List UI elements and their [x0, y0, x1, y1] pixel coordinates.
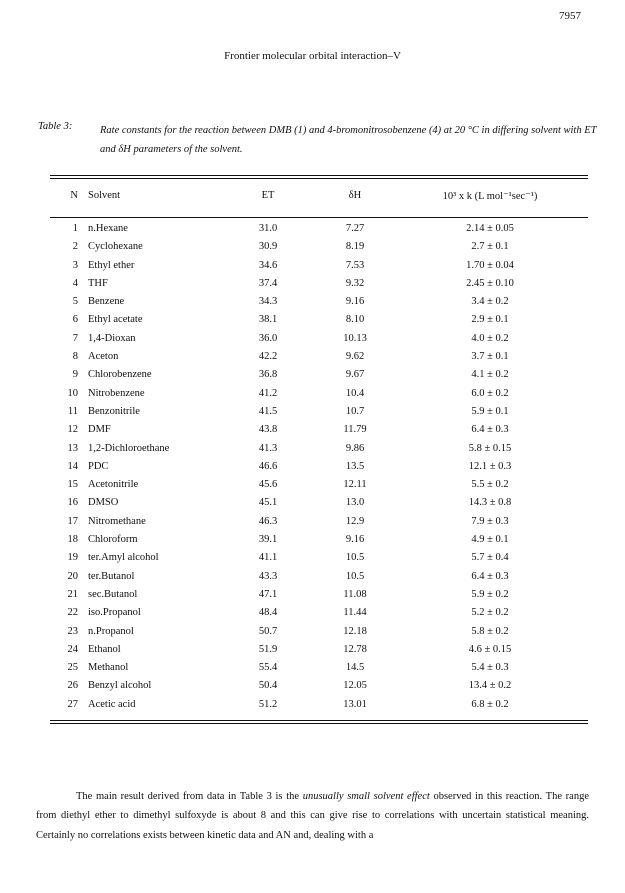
- et-value: 47.1: [258, 588, 278, 600]
- table-row: [50, 424, 588, 442]
- rate-constant-value: 2.7 ± 0.1: [471, 241, 509, 253]
- row-number: 8: [72, 351, 78, 363]
- table-row: [50, 333, 588, 351]
- row-number: 10: [67, 387, 78, 399]
- row-number: 24: [67, 643, 78, 655]
- table-row: [50, 461, 588, 479]
- rate-constant-value: 5.2 ± 0.2: [471, 607, 509, 619]
- et-value: 36.8: [258, 369, 278, 381]
- et-value: 51.2: [258, 698, 278, 710]
- body-paragraph: [36, 787, 589, 846]
- rate-constant-value: 12.1 ± 0.3: [468, 460, 512, 472]
- row-number: 12: [67, 424, 78, 436]
- rate-constant-value: 3.7 ± 0.1: [471, 351, 509, 363]
- caption-label: Table 3:: [38, 121, 73, 132]
- row-number: 17: [67, 515, 78, 527]
- solvent-name: n.Propanol: [88, 625, 134, 637]
- solvent-name: PDC: [88, 460, 109, 472]
- header-rate-constant: 10³ x k (L mol⁻¹sec⁻¹): [442, 191, 538, 202]
- table-row: [50, 571, 588, 589]
- delta-h-value: 12.11: [343, 479, 367, 491]
- table-row: [50, 241, 588, 259]
- et-value: 41.5: [258, 405, 278, 417]
- table-bottom-rule: [50, 720, 588, 724]
- table-row: [50, 260, 588, 278]
- row-number: 9: [72, 369, 78, 381]
- et-value: 45.1: [258, 497, 278, 509]
- et-value: 46.6: [258, 460, 278, 472]
- solvent-name: 1,4-Dioxan: [88, 332, 136, 344]
- table-row: [50, 552, 588, 570]
- solvent-name: ter.Butanol: [88, 570, 135, 582]
- solvent-name: Cyclohexane: [88, 241, 143, 253]
- et-value: 50.4: [258, 680, 278, 692]
- table-row: [50, 662, 588, 680]
- row-number: 4: [72, 277, 78, 289]
- et-value: 48.4: [258, 607, 278, 619]
- table-row: [50, 497, 588, 515]
- et-value: 41.2: [258, 387, 278, 399]
- solvent-name: DMF: [88, 424, 111, 436]
- et-value: 43.3: [258, 570, 278, 582]
- delta-h-value: 14.5: [345, 662, 365, 674]
- row-number: 15: [67, 479, 78, 491]
- et-value: 30.9: [258, 241, 278, 253]
- solvent-name: Aceton: [88, 351, 119, 363]
- et-value: 39.1: [258, 534, 278, 546]
- et-value: 34.6: [258, 259, 278, 271]
- solvent-name: Ethyl acetate: [88, 314, 143, 326]
- et-value: 46.3: [258, 515, 278, 527]
- solvent-name: 1,2-Dichloroethane: [88, 442, 170, 454]
- table-header-row: [50, 179, 588, 217]
- delta-h-value: 8.10: [345, 314, 365, 326]
- table-row: [50, 388, 588, 406]
- solvent-name: DMSO: [88, 497, 119, 509]
- solvent-name: Acetonitrile: [88, 479, 139, 491]
- table-row: [50, 680, 588, 698]
- table-row: [50, 644, 588, 662]
- solvent-name: iso.Propanol: [88, 607, 141, 619]
- delta-h-value: 12.78: [343, 643, 367, 655]
- solvent-rate-table: [50, 175, 588, 724]
- rate-constant-value: 4.1 ± 0.2: [471, 369, 509, 381]
- row-number: 18: [67, 534, 78, 546]
- delta-h-value: 9.86: [345, 442, 365, 454]
- et-value: 38.1: [258, 314, 278, 326]
- delta-h-value: 8.19: [345, 241, 365, 253]
- row-number: 23: [67, 625, 78, 637]
- et-value: 36.0: [258, 332, 278, 344]
- table-row: [50, 589, 588, 607]
- header-solvent: Solvent: [88, 190, 121, 201]
- rate-constant-value: 2.9 ± 0.1: [471, 314, 509, 326]
- table-row: [50, 314, 588, 332]
- delta-h-value: 9.67: [345, 369, 365, 381]
- delta-h-value: 11.44: [343, 607, 367, 619]
- row-number: 3: [72, 259, 78, 271]
- header-n: N: [70, 190, 78, 201]
- solvent-name: ter.Amyl alcohol: [88, 552, 159, 564]
- et-value: 42.2: [258, 351, 278, 363]
- table-row: [50, 607, 588, 625]
- solvent-name: Methanol: [88, 662, 129, 674]
- table-body: [50, 218, 588, 720]
- rate-constant-value: 5.8 ± 0.15: [468, 442, 512, 454]
- et-value: 45.6: [258, 479, 278, 491]
- et-value: 51.9: [258, 643, 278, 655]
- delta-h-value: 10.7: [345, 405, 365, 417]
- et-value: 41.1: [258, 552, 278, 564]
- table-row: [50, 534, 588, 552]
- delta-h-value: 13.01: [343, 698, 367, 710]
- solvent-name: Ethanol: [88, 643, 121, 655]
- rate-constant-value: 4.9 ± 0.1: [471, 534, 509, 546]
- running-header: Frontier molecular orbital interaction–V: [224, 50, 401, 62]
- row-number: 27: [67, 698, 78, 710]
- et-value: 37.4: [258, 277, 278, 289]
- delta-h-value: 7.27: [345, 223, 365, 234]
- delta-h-value: 12.9: [345, 515, 365, 527]
- table-row: [50, 626, 588, 644]
- row-number: 21: [67, 588, 78, 600]
- rate-constant-value: 6.0 ± 0.2: [471, 387, 509, 399]
- row-number: 13: [67, 442, 78, 454]
- row-number: 5: [72, 296, 78, 308]
- table-row: [50, 278, 588, 296]
- solvent-name: Ethyl ether: [88, 259, 135, 271]
- solvent-name: sec.Butanol: [88, 588, 138, 600]
- delta-h-value: 12.05: [343, 680, 367, 692]
- body-text-before: The main result derived from data in Table 3 is the: [76, 790, 303, 802]
- rate-constant-value: 6.4 ± 0.3: [471, 424, 509, 436]
- table-row: [50, 479, 588, 497]
- et-value: 50.7: [258, 625, 278, 637]
- row-number: 11: [67, 405, 78, 417]
- table-row: [50, 223, 588, 241]
- delta-h-value: 10.4: [345, 387, 365, 399]
- row-number: 26: [67, 680, 78, 692]
- solvent-name: n.Hexane: [88, 223, 128, 234]
- table-row: [50, 406, 588, 424]
- table-row: [50, 516, 588, 534]
- delta-h-value: 12.18: [343, 625, 367, 637]
- solvent-name: Nitromethane: [88, 515, 146, 527]
- row-number: 1: [72, 223, 78, 234]
- rate-constant-value: 5.8 ± 0.2: [471, 625, 509, 637]
- solvent-name: Benzonitrile: [88, 405, 140, 417]
- delta-h-value: 13.0: [345, 497, 365, 509]
- body-text-emphasis: unusually small solvent effect: [302, 790, 430, 802]
- solvent-name: Benzene: [88, 296, 125, 308]
- rate-constant-value: 5.4 ± 0.3: [471, 662, 509, 674]
- rate-constant-value: 14.3 ± 0.8: [468, 497, 512, 509]
- body-text-after: observed in this reaction. The range from diethyl ether to dimethyl sulfoxyde is about 8 and this can give rise to correlations with uncertain statistical meaning. Certainly no correlations exists between kinetic data and AN and, dealing with a: [36, 790, 589, 841]
- row-number: 20: [67, 570, 78, 582]
- rate-constant-value: 5.9 ± 0.1: [471, 405, 509, 417]
- rate-constant-value: 5.7 ± 0.4: [471, 552, 509, 564]
- delta-h-value: 7.53: [345, 259, 365, 271]
- et-value: 41.3: [258, 442, 278, 454]
- row-number: 6: [72, 314, 78, 326]
- delta-h-value: 10.13: [343, 332, 367, 344]
- caption-text: Rate constants for the reaction between DMB (1) and 4-bromonitrosobenzene (4) at 20 °C in differing solvent with ET and δH parameters of the solvent.: [100, 125, 597, 155]
- page-number: 7957: [559, 10, 581, 22]
- solvent-name: Nitrobenzene: [88, 387, 145, 399]
- row-number: 16: [67, 497, 78, 509]
- rate-constant-value: 5.9 ± 0.2: [471, 588, 509, 600]
- rate-constant-value: 2.45 ± 0.10: [466, 277, 514, 289]
- rate-constant-value: 5.5 ± 0.2: [471, 479, 509, 491]
- et-value: 55.4: [258, 662, 278, 674]
- table-row: [50, 443, 588, 461]
- row-number: 14: [67, 460, 78, 472]
- delta-h-value: 11.79: [343, 424, 367, 436]
- table-row: [50, 699, 588, 717]
- row-number: 25: [67, 662, 78, 674]
- rate-constant-value: 4.0 ± 0.2: [471, 332, 509, 344]
- delta-h-value: 10.5: [345, 570, 365, 582]
- solvent-name: Chloroform: [88, 534, 138, 546]
- solvent-name: Benzyl alcohol: [88, 680, 152, 692]
- rate-constant-value: 6.8 ± 0.2: [471, 698, 509, 710]
- delta-h-value: 9.16: [345, 534, 365, 546]
- rate-constant-value: 13.4 ± 0.2: [468, 680, 512, 692]
- solvent-name: THF: [88, 277, 108, 289]
- row-number: 2: [72, 241, 78, 253]
- rate-constant-value: 4.6 ± 0.15: [468, 643, 512, 655]
- et-value: 31.0: [258, 223, 278, 234]
- delta-h-value: 10.5: [345, 552, 365, 564]
- solvent-name: Acetic acid: [88, 698, 136, 710]
- rate-constant-value: 1.70 ± 0.04: [466, 259, 514, 271]
- delta-h-value: 9.16: [345, 296, 365, 308]
- solvent-name: Chlorobenzene: [88, 369, 152, 381]
- header-delta-h: δH: [348, 190, 362, 201]
- row-number: 19: [67, 552, 78, 564]
- delta-h-value: 9.62: [345, 351, 365, 363]
- row-number: 22: [67, 607, 78, 619]
- table-row: [50, 351, 588, 369]
- et-value: 34.3: [258, 296, 278, 308]
- rate-constant-value: 7.9 ± 0.3: [471, 515, 509, 527]
- rate-constant-value: 2.14 ± 0.05: [466, 223, 514, 234]
- delta-h-value: 13.5: [345, 460, 365, 472]
- delta-h-value: 9.32: [345, 277, 365, 289]
- delta-h-value: 11.08: [343, 588, 367, 600]
- et-value: 43.8: [258, 424, 278, 436]
- rate-constant-value: 6.4 ± 0.3: [471, 570, 509, 582]
- table-row: [50, 369, 588, 387]
- rate-constant-value: 3.4 ± 0.2: [471, 296, 509, 308]
- table-row: [50, 296, 588, 314]
- header-et: ET: [261, 190, 275, 201]
- row-number: 7: [72, 332, 78, 344]
